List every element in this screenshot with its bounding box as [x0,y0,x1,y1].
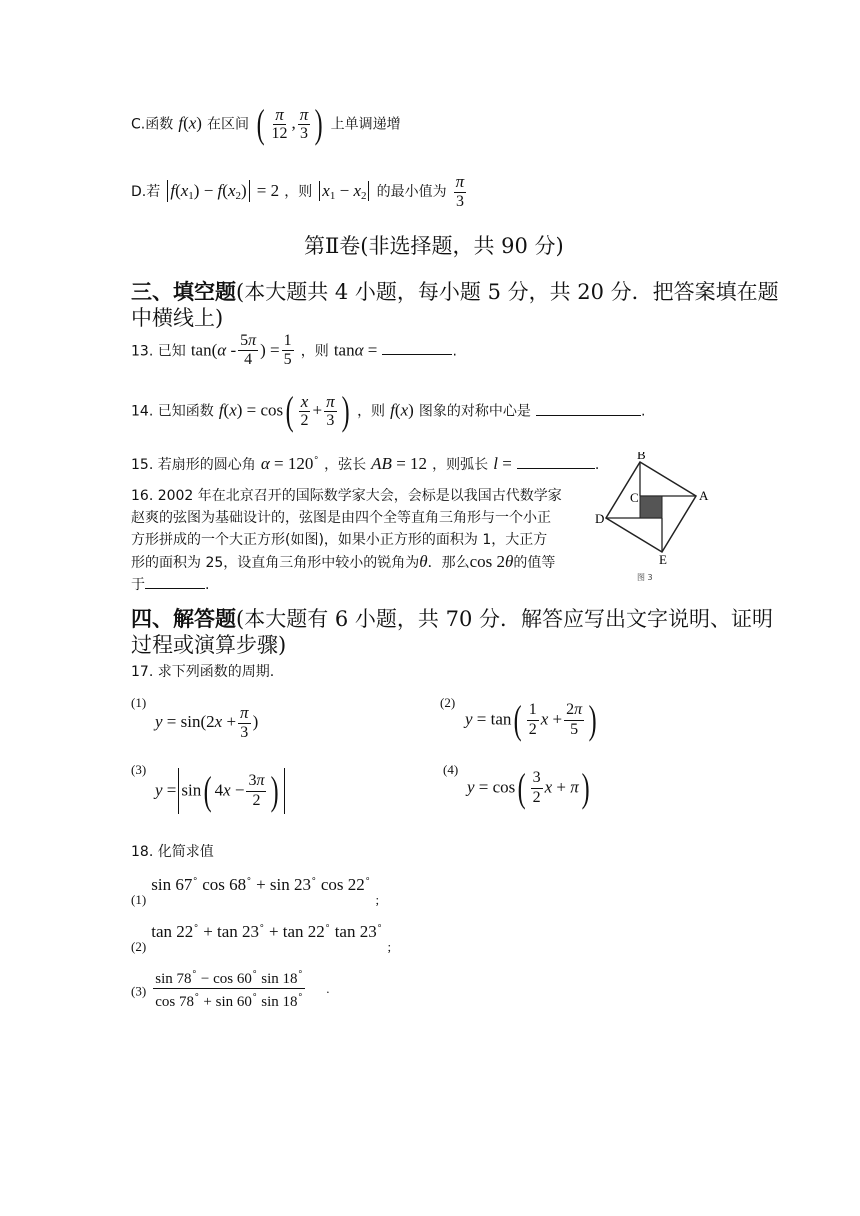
q17-title: 17. 求下列函数的周期. [131,664,275,680]
q17-3-number: (3) [131,762,147,777]
question-13: 13. 已知 tan(α - $\frac{5\pi}{4}$ ) = $\frac{1}{5}$ ，则 tanα = . [131,332,457,369]
q16-line3: 方形拼成的一个大正方形(如图)，如果小正方形的面积为 1，大正方 [131,532,548,548]
q18-1-number: (1) [131,892,147,907]
q15-answer-blank[interactable] [517,456,595,469]
question-15: 15. 若扇形的圆心角 α = 120∘ ，弦长 AB = 12 ，则弧长 l = . [131,452,600,473]
q16-line5: 于 . [131,577,210,593]
section-4-heading-line2: 过程或演算步骤) [131,633,287,657]
q15-prefix: 15. 若扇形的圆心角 [131,457,256,473]
q15-mid2: ，则弧长 [432,457,489,473]
q14-answer-blank[interactable] [536,403,641,416]
q17-2-formula: y = tan( $\frac{1}{2}$ x + $\frac{2\pi}{5}$ ) [465,697,597,742]
option-c-mid: 在区间 [207,116,250,133]
label-c: C [630,490,639,505]
q18-3: (3) $\frac{\sin 78^\circ - \cos 60^\circ \sin 18^\circ}{\cos 78^\circ + \sin 60^\circ \sin 18^\circ}$ . [131,966,330,1011]
option-d-mid: ，则 [284,183,313,200]
label-e: E [659,552,667,567]
q14-mid: ，则 [357,403,386,420]
q17-2-number: (2) [440,695,456,710]
q14-prefix: 14. 已知函数 [131,403,214,420]
q18-3-number: (3) [131,983,147,999]
inner-square [640,496,662,518]
q17-1-number: (1) [131,695,147,710]
q14-suffix: 图象的对称中心是 [418,403,531,420]
section-3-heading [131,276,779,306]
q13-mid: ，则 [300,343,329,360]
q18-1: $_{(1)}$ sin 67∘ cos 68∘ + sin 23∘ cos 22∘ $_;$ [131,873,380,907]
q13-prefix: 13. 已知 [131,343,186,360]
option-d: D.若 $f(x_1) - f(x_2) = 2$ ，则 $x_1 - x_2$ 的最小值为 $\frac{\pi}{3}$ [131,172,465,210]
section-4-label: 四、解答题 [131,606,236,631]
option-d-prefix: D.若 [131,183,161,200]
question-16 [131,485,591,596]
section-3-label: 三、填空题 [131,279,236,304]
option-c-suffix: 上单调递增 [330,116,401,133]
section-4-instructions: (本大题有 6 小题，共 70 分．解答应写出文字说明、证明 [236,607,773,631]
section-3-heading-line2: 中横线上) [131,306,224,330]
q17-4-formula: y = cos( $\frac{3}{2}$ x + π) [467,765,590,810]
figure-caption: 图 3 [637,573,653,582]
question-14: 14. 已知函数 f(x) = cos( $\frac{x}{2}$ + $\frac{\pi}{3}$ ) ，则 f(x) 图象的对称中心是 . [131,388,646,433]
zhao-shuang-chord-figure [593,452,713,586]
q17-4-number: (4) [443,762,459,777]
q17-1-formula: y = sin(2x + $\frac{\pi}{3}$ ) [155,703,259,741]
option-d-suffix: 的最小值为 [376,183,447,200]
q16-line4: 形的面积为 25，设直角三角形中较小的锐角为θ．那么cos 2θ的值等 [131,552,556,571]
q15-mid1: ，弦长 [324,457,367,473]
q17-3-formula: y = sin( 4x − $\frac{3\pi}{2}$ ) [155,768,287,814]
q13-answer-blank[interactable] [382,342,452,355]
label-d: D [595,511,605,526]
section-3-instructions: (本大题共 4 小题，每小题 5 分，共 20 分．把答案填在题 [236,280,779,304]
volume-2-title: 第Ⅱ卷(非选择题，共 90 分) [304,234,564,258]
q16-line2: 赵爽的弦图为基础设计的，弦图是由四个全等直角三角形与一个小正 [131,510,551,526]
label-b: B [637,452,646,462]
q18-title: 18. 化简求值 [131,844,214,860]
q16-line1: 16. 2002 年在北京召开的国际数学家大会，会标是以我国古代数学家 [131,488,562,504]
label-a: A [699,488,709,503]
q16-answer-blank[interactable] [145,576,205,589]
q18-2: $_{(2)}$ tan 22∘ + tan 23∘ + tan 22∘ tan 23∘ $_;$ [131,920,392,954]
option-d-eq: = 2 [256,180,280,200]
q18-2-number: (2) [131,939,147,954]
option-c-prefix: C.函数 [131,116,174,133]
option-c: C.函数 f(x) 在区间 ( $\frac{\pi}{12}$ , $\frac{\pi}{3}$ ) 上单调递增 [131,101,401,146]
